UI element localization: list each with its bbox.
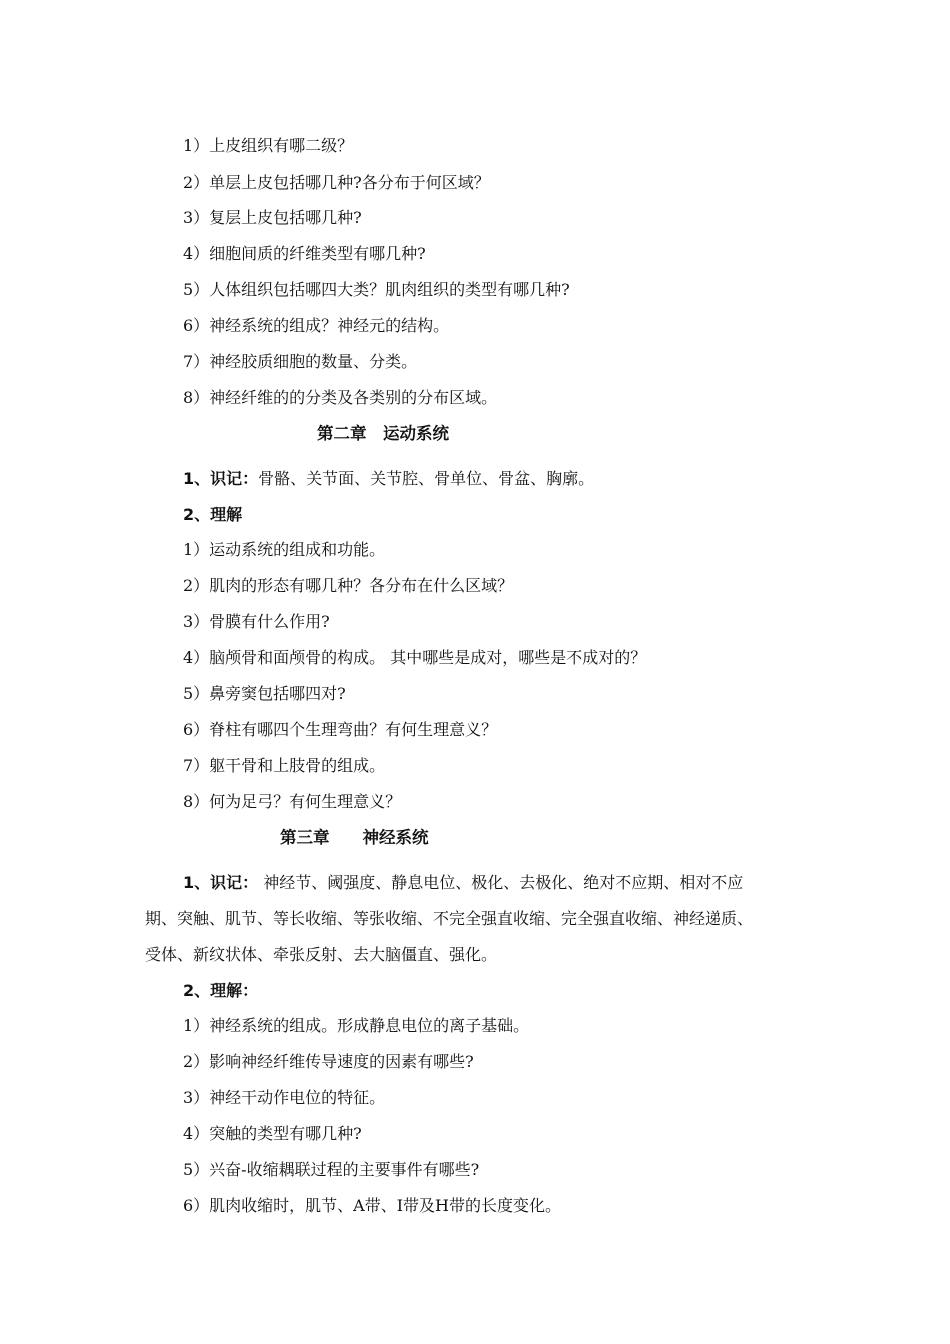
list-item: 7）神经胶质细胞的数量、分类。 xyxy=(183,352,418,371)
memorize-text: 受体、新纹状体、牵张反射、去大脑僵直、强化。 xyxy=(145,945,498,964)
memorize-label: 1、识记： xyxy=(183,469,259,488)
list-item: 4）细胞间质的纤维类型有哪几种? xyxy=(183,244,426,263)
list-item: 1）运动系统的组成和功能。 xyxy=(183,540,386,559)
list-item: 5）人体组织包括哪四大类？肌肉组织的类型有哪几种? xyxy=(183,280,570,299)
list-item: 7）躯干骨和上肢骨的组成。 xyxy=(183,756,386,775)
list-item: 6）神经系统的组成？神经元的结构。 xyxy=(183,316,450,335)
list-item: 5）鼻旁窦包括哪四对? xyxy=(183,684,346,703)
list-item: 4）脑颅骨和面颅骨的构成。 其中哪些是成对，哪些是不成对的？ xyxy=(183,648,647,667)
list-item: 2）肌肉的形态有哪几种？各分布在什么区域？ xyxy=(183,576,514,595)
memorize-label: 1、识记： xyxy=(183,873,259,892)
chapter-title: 第二章 运动系统 xyxy=(317,424,449,443)
list-item: 3）神经干动作电位的特征。 xyxy=(183,1088,386,1107)
memorize-text: 期、突触、肌节、等长收缩、等张收缩、不完全强直收缩、完全强直收缩、神经递质、 xyxy=(145,909,754,928)
list-item: 3）复层上皮包括哪几种? xyxy=(183,208,362,227)
memorize-text: 神经节、阈强度、静息电位、极化、去极化、绝对不应期、相对不应 xyxy=(258,873,744,892)
list-item: 8）何为足弓？有何生理意义？ xyxy=(183,792,402,811)
understand-label: 2、理解： xyxy=(183,981,259,1000)
list-item: 8）神经纤维的的分类及各类别的分布区域。 xyxy=(183,388,498,407)
list-item: 5）兴奋-收缩耦联过程的主要事件有哪些? xyxy=(183,1160,480,1179)
list-item: 2）单层上皮包括哪几种?各分布于何区域？ xyxy=(183,173,490,192)
list-item: 6）脊柱有哪四个生理弯曲？有何生理意义？ xyxy=(183,720,498,739)
list-item: 6）肌肉收缩时，肌节、A带、I带及H带的长度变化。 xyxy=(183,1196,562,1215)
list-item: 4）突触的类型有哪几种? xyxy=(183,1124,362,1143)
memorize-line xyxy=(183,469,594,489)
understand-label: 2、理解 xyxy=(183,505,243,524)
memorize-text: 骨骼、关节面、关节腔、骨单位、骨盆、胸廓。 xyxy=(258,469,595,488)
list-item: 1）神经系统的组成。形成静息电位的离子基础。 xyxy=(183,1016,530,1035)
list-item: 3）骨膜有什么作用? xyxy=(183,612,330,631)
list-item: 2）影响神经纤维传导速度的因素有哪些? xyxy=(183,1052,474,1071)
memorize-line xyxy=(183,873,743,893)
list-item: 1）上皮组织有哪二级？ xyxy=(183,136,354,155)
chapter-title: 第三章 神经系统 xyxy=(280,828,429,847)
